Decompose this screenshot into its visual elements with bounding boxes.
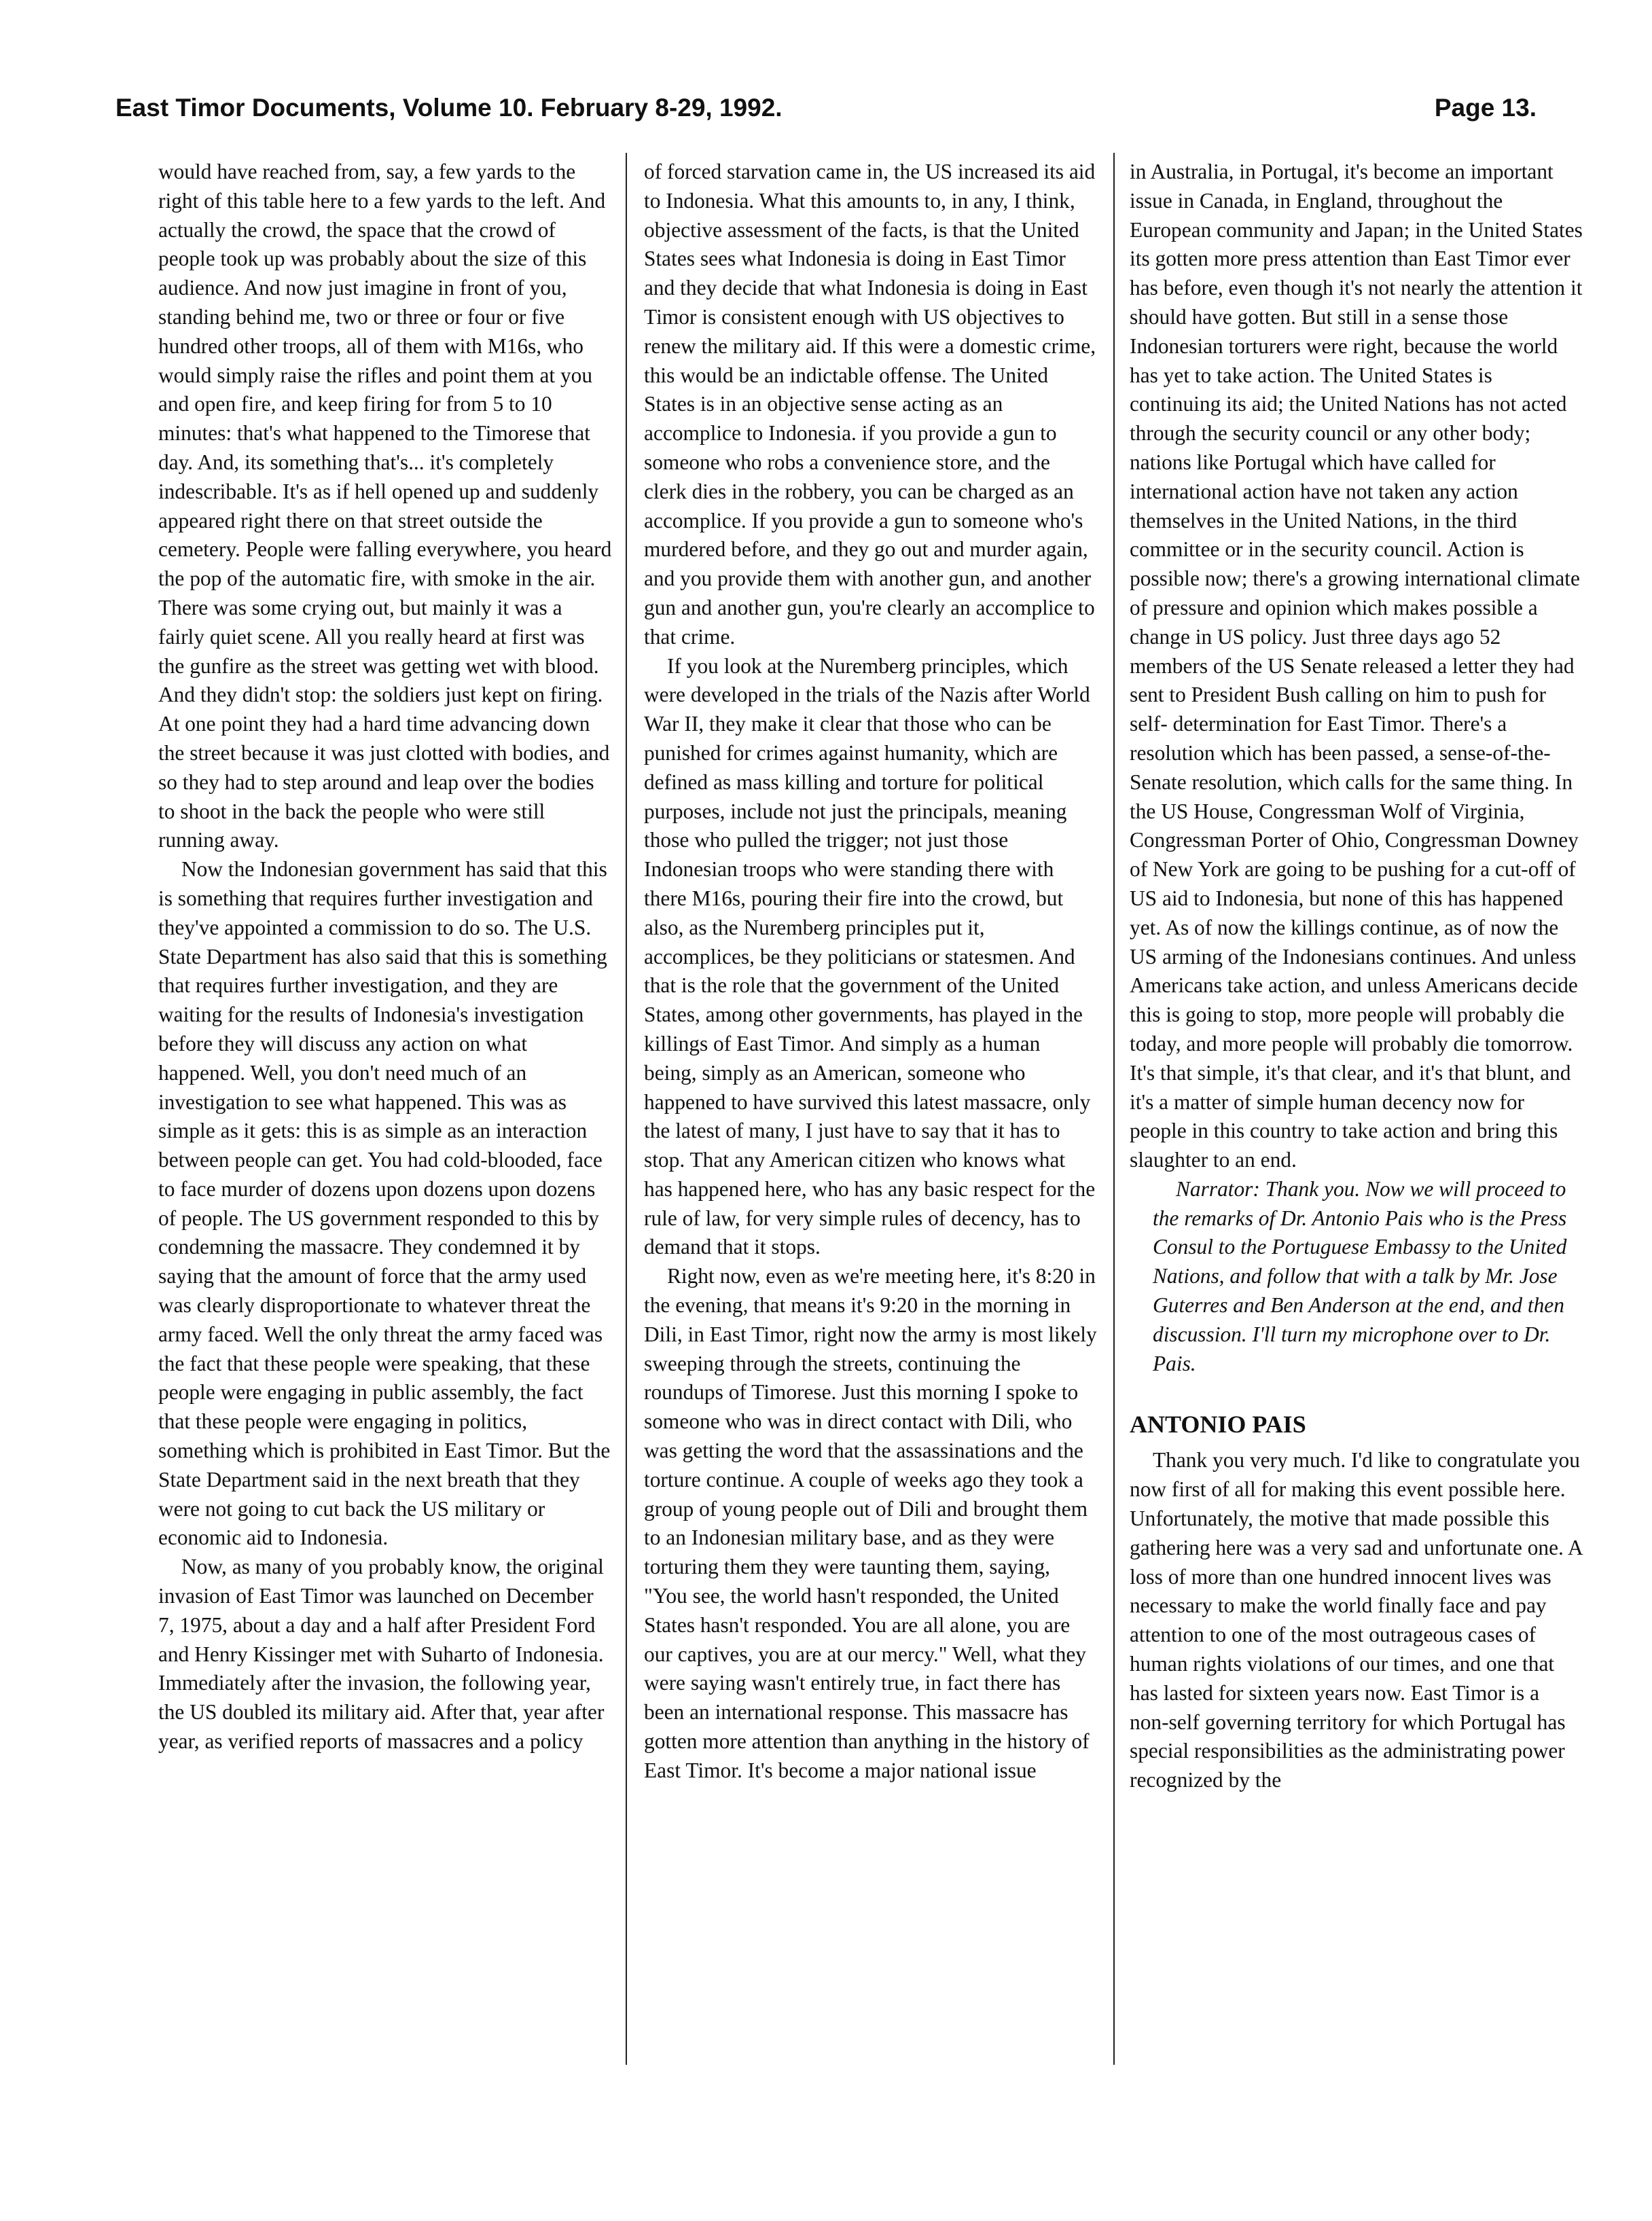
document-title: East Timor Documents, Volume 10. February 8-29, 1992. [115,94,783,122]
paragraph: of forced starvation came in, the US increased its aid to Indonesia. What this amounts to, in any, I think, objective assessment of the facts, is that the United States sees what Indonesia is doing in East Timor and they decide that what Indonesia is doing in East Timor is consistent enough with US objectives to renew the military aid. If this were a domestic crime, this would be an indictable offense. The United States is in an objective sense acting as an accomplice to Indonesia. if you provide a gun to someone who robs a convenience store, and the clerk dies in the robbery, you can be charged as an accomplice. If you provide a gun to someone who's murdered before, and they go out and murder again, and you provide them with another gun, and another gun and another gun, you're clearly an accomplice to that crime. [644,160,1096,649]
paragraph: Right now, even as we're meeting here, it's 8:20 in the evening, that means it's 9:20 in the morning in Dili, in East Timor, right now the army is most likely sweeping through the streets, continuing the roundups of Timorese. Just this morning I spoke to someone who was in direct contact with Dili, who was getting the word that the assassinations and the torture continue. A couple of weeks ago they took a group of young people out of Dili and brought them to an Indonesian military base, and as they were torturing them they were taunting them, saying, "You see, the world hasn't responded, the United States hasn't responded. You are all alone, you are our captives, you are at our mercy." Well, what they were saying wasn't entirely true, in fact there has been an international response. This massacre has gotten more attention than anything in the history of East Timor. It's become a major national issue [644,1264,1097,1782]
paragraph: in Australia, in Portugal, it's become an important issue in Canada, in England, throughout the European community and Japan; in the United States its gotten more press attention than East Timor ever has before, even though it's not nearly the attention it should have gotten. But still in a sense those Indonesian torturers were right, because the world has yet to take action. The United States is continuing its aid; the United Nations has not acted through the security council or any other body; nations like Portugal which have called for international action have not taken any action themselves in the United Nations, in the third committee or in the security council. Action is possible now; there's a growing international climate of pressure and opinion which makes possible a change in US policy. Just three days ago 52 members of the US Senate released a letter they had sent to President Bush calling on him to push for self- determination for East Timor. There's a resolution which has been passed, a sense-of-the-Senate resolution, which calls for the same thing. In the US House, Congressman Wolf of Virginia, Congressman Porter of Ohio, Congressman Downey of New York are going to be pushing for a cut-off of US aid to Indonesia, but none of this has happened yet. As of now the killings continue, as of now the US arming of the Indonesians continues. And unless Americans take action, and unless Americans decide this is going to stop, more people will probably die today, and more people will probably die tomorrow. It's that simple, it's that clear, and it's that blunt, and it's a matter of simple human decency now for people in this country to take action and bring this slaughter to an end. [1130,160,1583,1172]
paragraph: If you look at the Nuremberg principles, which were developed in the trials of the Nazis after World War II, they make it clear that those who can be punished for crimes against humanity, which are defined as mass killing and torture for political purposes, include not just the principals, meaning those who pulled the trigger; not just those Indonesian troops who were standing there with there M16s, pouring their fire into the crowd, but also, as the Nuremberg principles put it, accomplices, be they politicians or statesmen. And that is the role that the government of the United States, among other governments, has played in the killings of East Timor. And simply as a human being, simply as an American, someone who happened to have survived this latest massacre, only the latest of many, I just have to say that it has to stop. That any American citizen who knows what has happened here, who has any basic respect for the rule of law, for very simple rules of decency, has to demand that it stops. [644,653,1096,1259]
paragraph: Now the Indonesian government has said that this is something that requires further investigation and they've appointed a commission to do so. The U.S. State Department has also said that this is something that requires further investigation, and they are waiting for the results of Indonesia's investigation before they will discuss any action on what happened. Well, you don't need much of an investigation to see what happened. This was as simple as it gets: this is as simple as an interaction between people can get. You had cold-blooded, face to face murder of dozens upon dozens upon dozens of people. The US government responded to this by condemning the massacre. They condemned it by saying that the amount of force that the army used was clearly disproportionate to whatever threat the army faced. Well the only threat the army faced was the fact that these people were speaking, that these people were engaging in public assembly, the fact that these people were engaging in politics, something which is prohibited in East Timor. But the State Department said in the next breath that they were not going to cut back the US military or economic aid to Indonesia. [158,857,611,1550]
paragraph: would have reached from, say, a few yards to the right of this table here to a few yards to the left. And actually the crowd, the space that the crowd of people took up was probably about the size of this audience. And now just imagine in front of you, standing behind me, two or three or four or five hundred other troops, all of them with M16s, who would simply raise the rifles and point them at you and open fire, and keep firing for from 5 to 10 minutes: that's what happened to the Timorese that day. And, its something that's... it's completely indescribable. It's as if hell opened up and suddenly appeared right there on that street outside the cemetery. People were falling everywhere, you heard the pop of the automatic fire, with smoke in the air. There was some crying out, but mainly it was a fairly quiet scene. All you really heard at first was the gunfire as the street was getting wet with blood. And they didn't stop: the soldiers just kept on firing. At one point they had a hard time advancing down the street because it was just clotted with bodies, and so they had to step around and leap over the bodies to shoot in the back the people who were still running away. [158,160,612,852]
column-divider-2 [1113,153,1115,2065]
paragraph: Now, as many of you probably know, the original invasion of East Timor was launched on December 7, 1975, about a day and a half after President Ford and Henry Kissinger met with Suharto of Indonesia. Immediately after the invasion, the following year, the US doubled its military aid. After that, year after year, as verified reports of massacres and a policy [158,1555,605,1754]
page-header [115,94,1537,134]
column-3 [1130,158,1583,1795]
column-divider-1 [626,153,627,2065]
paragraph: Thank you very much. I'd like to congratulate you now first of all for making this event possible here. Unfortunately, the motive that made possible this gathering here was a very sad and unfortunate one. A loss of more than one hundred innocent lives was necessary to make the world finally face and pay attention to one of the most outrageous cases of human rights violations of our times, and one that has lasted for sixteen years now. East Timor is a non-self governing territory for which Portugal has special responsibilities as the administrating power recognized by the [1130,1448,1582,1792]
section-heading: ANTONIO PAIS [1130,1411,1306,1439]
column-2 [644,158,1098,1786]
page-number: Page 13. [1434,94,1537,122]
narrator-note: Narrator: Thank you. Now we will proceed to the remarks of Dr. Antonio Pais who is the Press Consul to the Portuguese Embassy to the United Nations, and follow that with a talk by Mr. Jose Guterres and Ben Anderson at the end, and then discussion. I'll turn my microphone over to Dr. Pais. [1153,1176,1567,1375]
column-1 [158,158,612,1756]
